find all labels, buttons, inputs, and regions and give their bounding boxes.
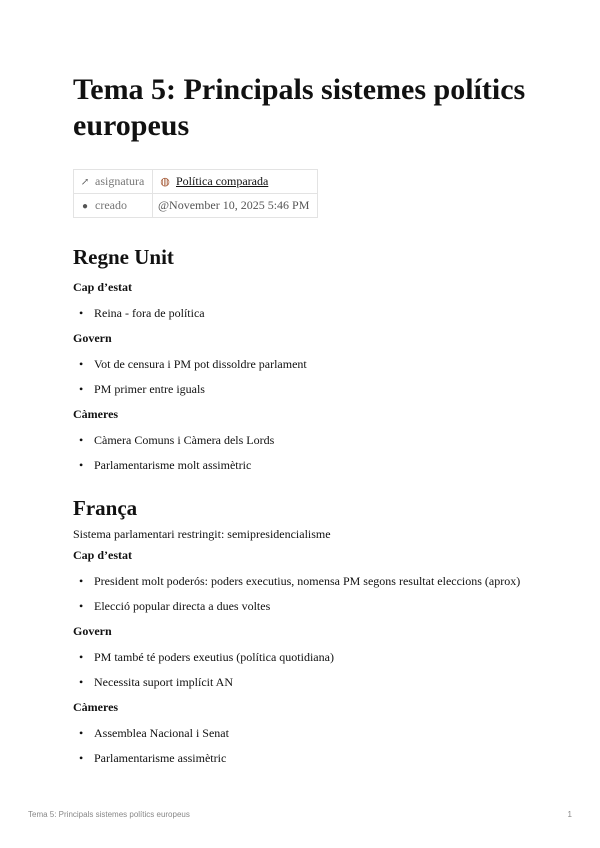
group-heading: Govern <box>73 331 112 345</box>
section-franca <box>73 495 528 766</box>
group-heading: Càmeres <box>73 700 119 714</box>
group <box>73 279 528 321</box>
bullet-list <box>73 432 528 473</box>
page-number: 1 <box>567 810 572 819</box>
list-item: • Necessita suport implícit AN <box>73 674 528 690</box>
globe-icon: ◍ <box>160 176 170 188</box>
footer-title: Tema 5: Principals sistemes polítics europeus <box>28 810 190 819</box>
section-regne-unit <box>73 244 528 473</box>
bullet-list <box>73 573 528 614</box>
list-item: • Assemblea Nacional i Senat <box>73 725 528 741</box>
properties-table <box>73 169 318 218</box>
group-heading: Govern <box>73 624 112 638</box>
bullet-list <box>73 356 528 397</box>
list-item: • Elecció popular directa a dues voltes <box>73 598 528 614</box>
property-key: creado <box>95 198 127 212</box>
section-heading: França <box>73 496 138 520</box>
list-item: • Reina - fora de política <box>73 305 528 321</box>
list-item: • Càmera Comuns i Càmera dels Lords <box>73 432 528 448</box>
list-item: • PM també té poders exeutius (política quotidiana) <box>73 649 528 665</box>
section-heading: Regne Unit <box>73 245 174 269</box>
property-key: asignatura <box>95 174 145 188</box>
list-item: • President molt poderós: poders executius, nomensa PM segons resultat eleccions (aprox) <box>73 573 528 589</box>
group <box>73 699 528 766</box>
clock-icon: ● <box>81 201 89 212</box>
group-heading: Cap d’estat <box>73 548 132 562</box>
property-link-subject[interactable]: Política comparada <box>176 174 269 188</box>
list-item: • Parlamentarisme molt assimètric <box>73 457 528 473</box>
page-title: Tema 5: Principals sistemes polítics europeus <box>73 73 526 142</box>
bullet-list <box>73 649 528 690</box>
group <box>73 330 528 397</box>
section-intro: Sistema parlamentari restringit: semipresidencialisme <box>73 527 331 541</box>
group <box>73 623 528 690</box>
group-heading: Cap d’estat <box>73 280 132 294</box>
list-item: • PM primer entre iguals <box>73 381 528 397</box>
bullet-list <box>73 305 528 321</box>
property-value-date: @November 10, 2025 5:46 PM <box>158 198 310 212</box>
group <box>73 547 528 614</box>
list-item: • Vot de censura i PM pot dissoldre parlament <box>73 356 528 372</box>
group-heading: Càmeres <box>73 407 119 421</box>
bullet-list <box>73 725 528 766</box>
group <box>73 406 528 473</box>
list-item: • Parlamentarisme assimètric <box>73 750 528 766</box>
property-row-asignatura <box>74 170 318 194</box>
property-row-creado <box>74 194 318 218</box>
arrow-up-right-icon: ↗ <box>80 177 90 188</box>
